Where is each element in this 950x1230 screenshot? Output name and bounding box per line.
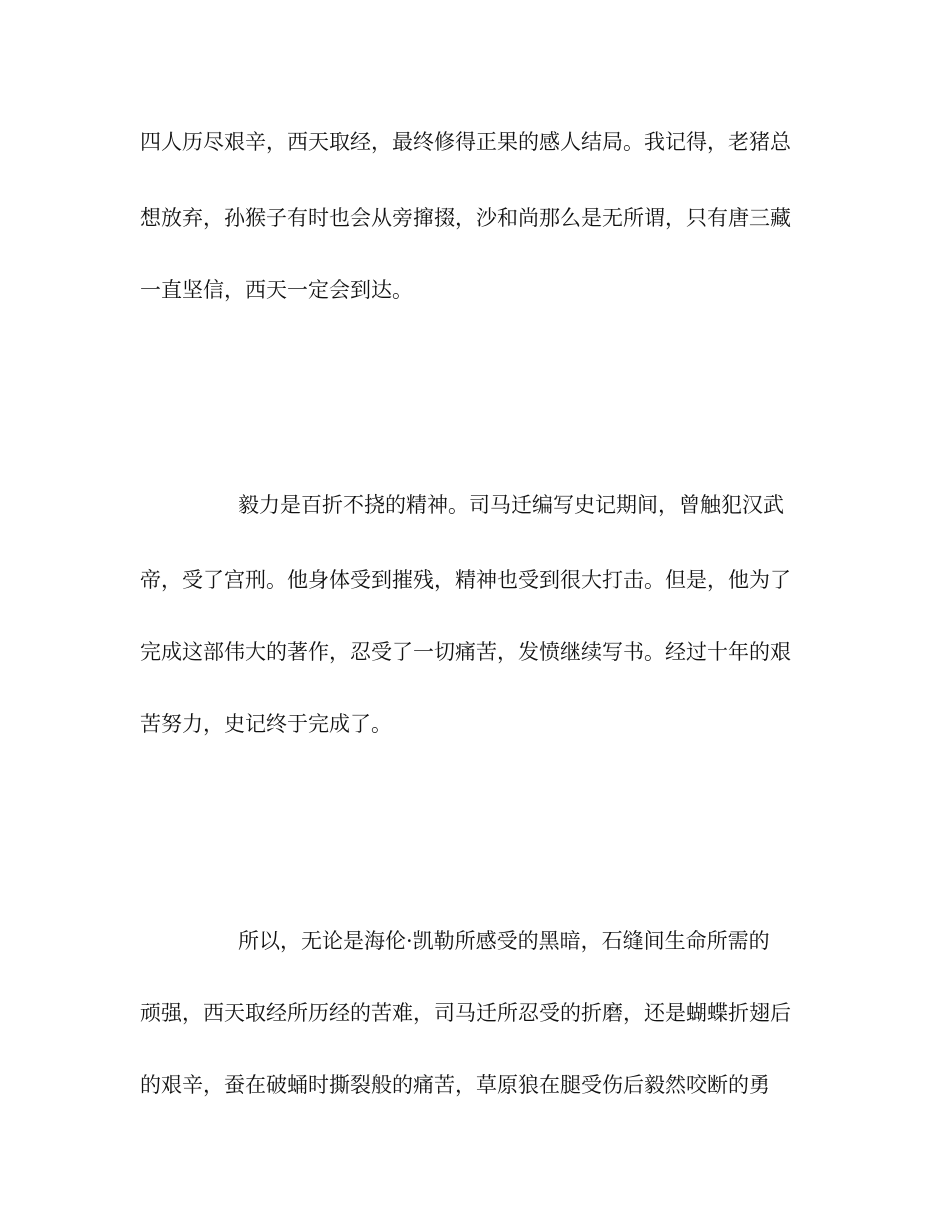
paragraph-line: 完成这部伟大的著作，忍受了一切痛苦，发愤继续写书。经过十年的艰 <box>140 640 791 664</box>
paragraph-line: 顽强，西天取经所历经的苦难，司马迁所忍受的折磨，还是蝴蝶折翅后 <box>140 1001 791 1025</box>
paragraph-line: 的艰辛，蚕在破蛹时撕裂般的痛苦，草原狼在腿受伤后毅然咬断的勇 <box>140 1073 770 1097</box>
paragraph-line: 毅力是百折不挠的精神。司马迁编写史记期间，曾触犯汉武 <box>238 493 784 517</box>
paragraph-line: 帝，受了宫刑。他身体受到摧残，精神也受到很大打击。但是，他为了 <box>140 568 791 592</box>
paragraph-line: 四人历尽艰辛，西天取经，最终修得正果的感人结局。我记得，老猪总 <box>140 130 791 154</box>
paragraph-line: 苦努力，史记终于完成了。 <box>140 712 392 736</box>
paragraph-line: 一直坚信，西天一定会到达。 <box>140 278 413 302</box>
paragraph-line: 想放弃，孙猴子有时也会从旁撺掇，沙和尚那么是无所谓，只有唐三藏 <box>140 206 791 230</box>
paragraph-line: 所以，无论是海伦·凯勒所感受的黑暗，石缝间生命所需的 <box>238 929 770 953</box>
